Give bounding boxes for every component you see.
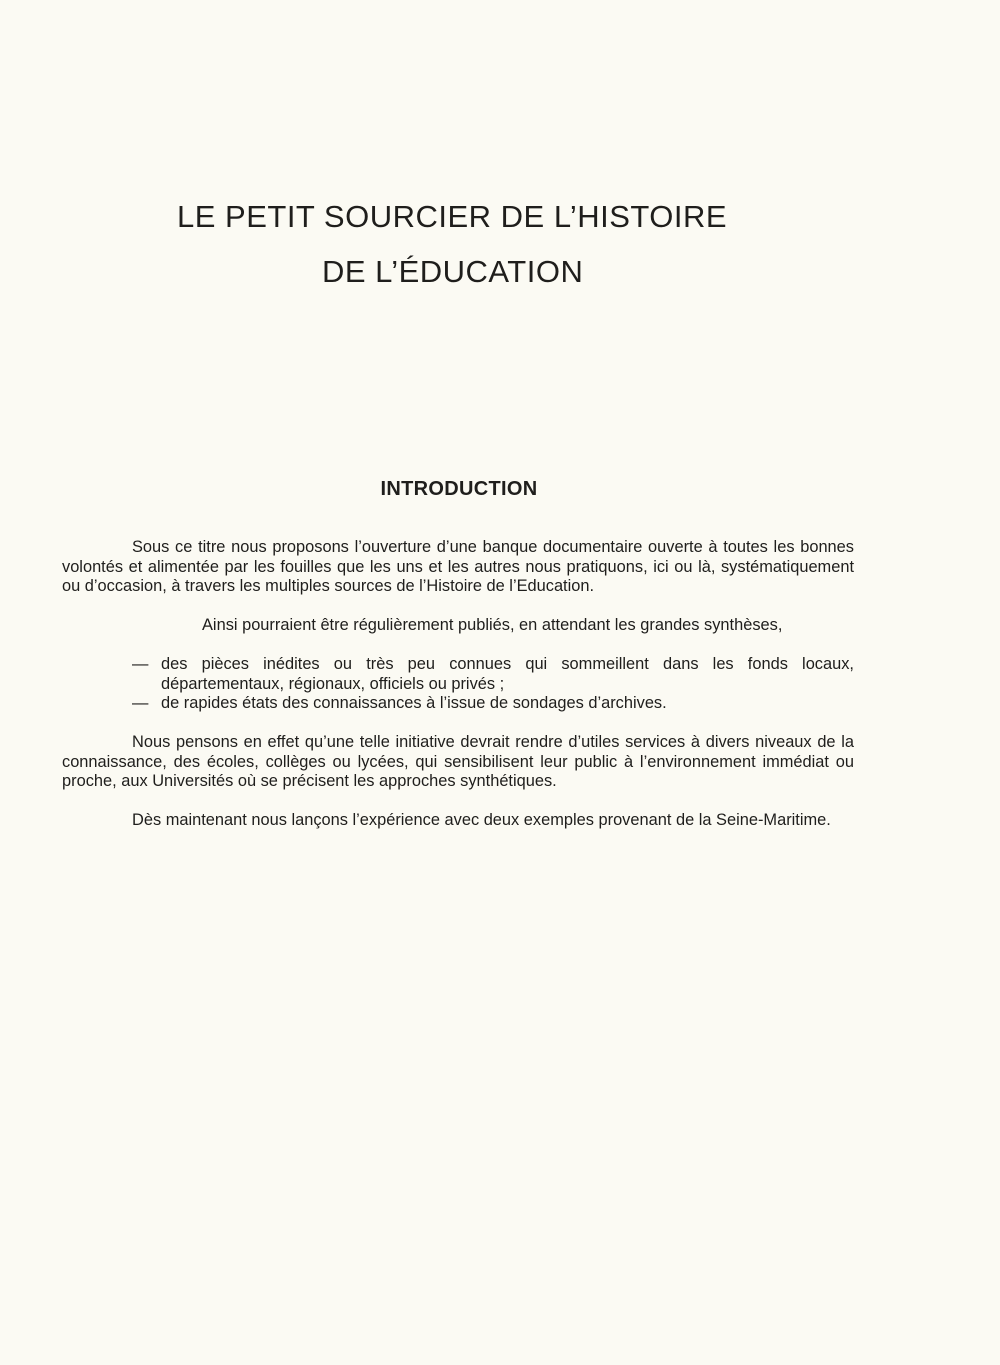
- publication-list: [62, 655, 854, 714]
- paragraph-initiative: Nous pensons en effet qu’une telle initiative devrait rendre d’utiles services à divers niveaux de la connaissance, des écoles, collèges ou lycées, qui sensibilisent leur public à l’environnement immédiat ou proche, aux Universités où se précisent les approches synthétiques.: [62, 733, 854, 790]
- list-item: [62, 694, 854, 714]
- document-title-line-2: DE L’ÉDUCATION: [322, 253, 584, 289]
- list-intro: Ainsi pourraient être régulièrement publiés, en attendant les grandes synthèses,: [202, 616, 783, 634]
- list-item-text: de rapides états des connaissances à l’issue de sondages d’archives.: [161, 694, 667, 712]
- publication-list-block: [62, 616, 854, 714]
- list-dash: —: [132, 655, 149, 673]
- list-dash: —: [132, 694, 149, 712]
- body-text: [62, 538, 854, 850]
- paragraph-intro: Sous ce titre nous proposons l’ouverture d’une banque documentaire ouverte à toutes les bonnes volontés et alimentée par les fouilles que les uns et les autres nous pratiquons, ici ou là, systématiquement ou d’occasion, à travers les multiples sources de l’Histoire de l’Education.: [62, 538, 854, 595]
- list-item-text: des pièces inédites ou très peu connues qui sommeillent dans les fonds locaux, départementaux, régionaux, officiels ou privés ;: [161, 655, 854, 693]
- document-title-line-1: LE PETIT SOURCIER DE L’HISTOIRE: [177, 198, 728, 234]
- paragraph-experience: Dès maintenant nous lançons l’expérience avec deux exemples provenant de la Seine-Maritime.: [132, 811, 831, 829]
- list-item: [62, 655, 854, 694]
- section-heading: INTRODUCTION: [380, 478, 538, 500]
